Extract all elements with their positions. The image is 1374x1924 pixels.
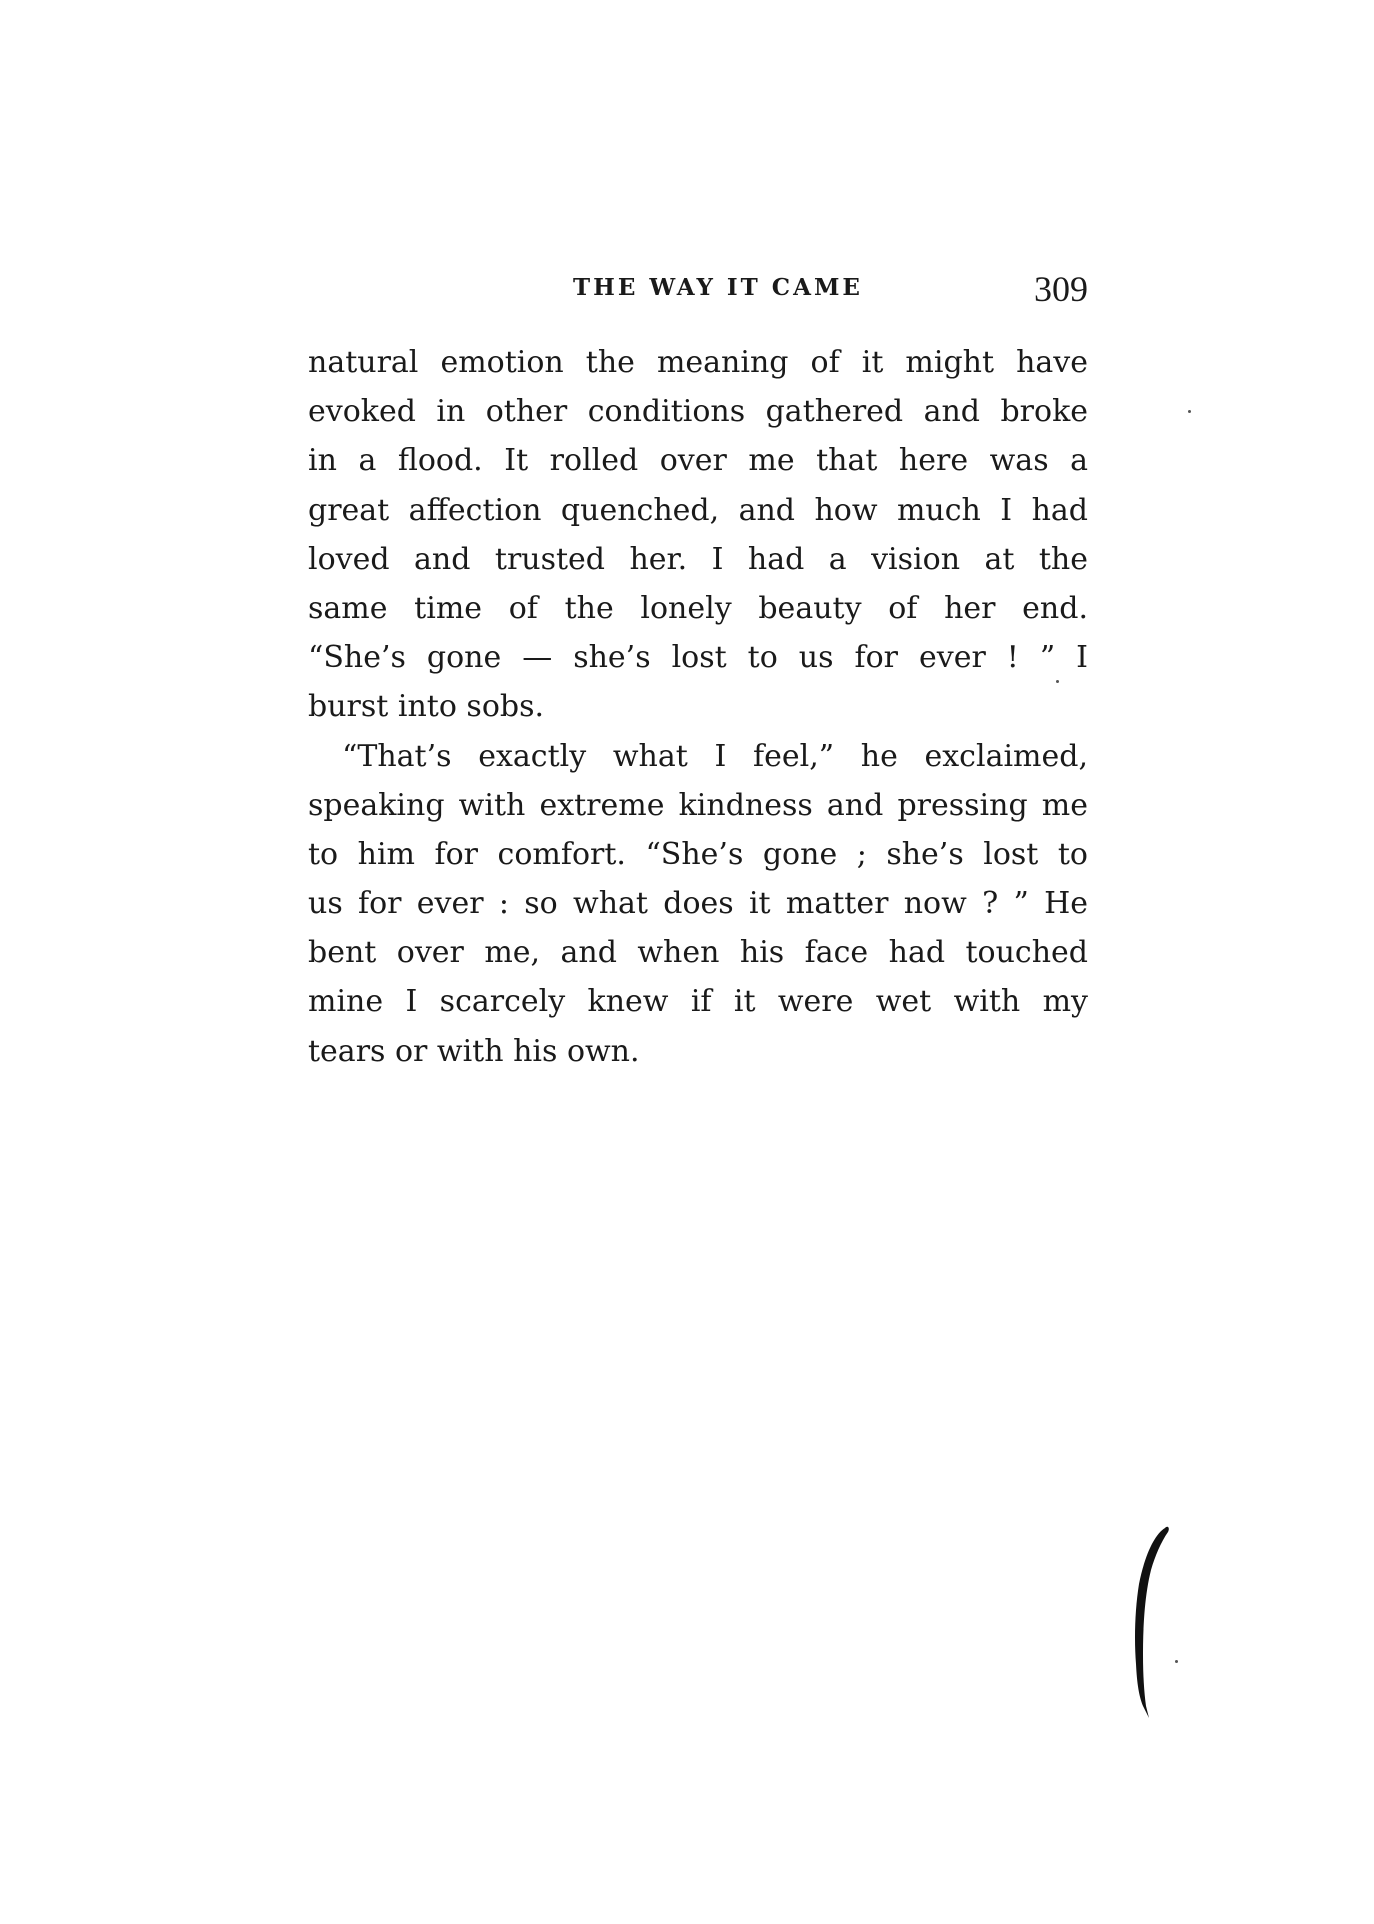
- ink-blot-mark: [1125, 1524, 1175, 1724]
- ink-speck: [1188, 410, 1191, 413]
- text-line: “She’s gone — she’s lost to us for ever ! ” I: [308, 640, 1088, 676]
- text-line: mine I scarcely knew if it were wet with my: [308, 984, 1088, 1020]
- running-head: [308, 268, 1088, 312]
- text-line: in a flood. It rolled over me that here was a: [308, 443, 1088, 479]
- ink-speck: [1056, 680, 1059, 683]
- text-line: to him for comfort. “She’s gone ; she’s lost to: [308, 836, 1088, 872]
- text-line: loved and trusted her. I had a vision at the: [308, 541, 1088, 577]
- text-line: us for ever : so what does it matter now ? ” He: [308, 886, 1088, 922]
- text-line: speaking with extreme kindness and pressing me: [308, 787, 1088, 823]
- body-text: [308, 338, 1088, 1076]
- text-line: tears or with his own.: [308, 1033, 640, 1069]
- text-line: same time of the lonely beauty of her end.: [308, 590, 1088, 626]
- ink-speck: [1175, 1660, 1178, 1663]
- text-line: natural emotion the meaning of it might have: [308, 345, 1088, 380]
- text-line: burst into sobs.: [308, 689, 545, 725]
- running-title: THE WAY IT CAME: [573, 274, 863, 301]
- text-line: evoked in other conditions gathered and broke: [308, 394, 1088, 430]
- text-line: “That’s exactly what I feel,” he exclaimed,: [342, 738, 1088, 774]
- text-line: great affection quenched, and how much I had: [308, 492, 1088, 528]
- text-line: bent over me, and when his face had touched: [308, 935, 1088, 971]
- page-number: 309: [1034, 269, 1088, 309]
